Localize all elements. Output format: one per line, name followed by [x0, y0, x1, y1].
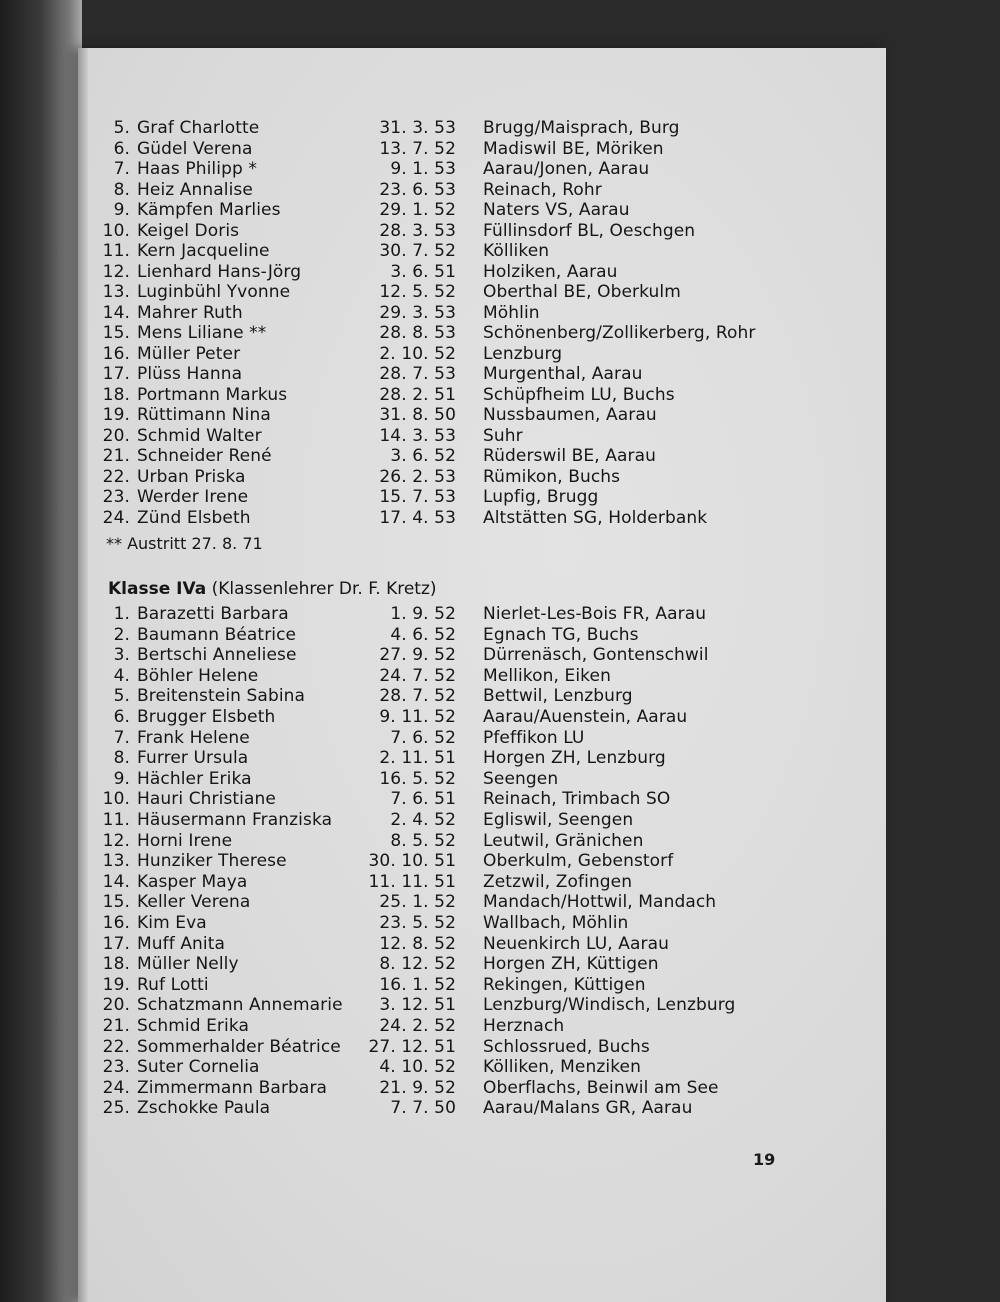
hometown-residence: Schlossrued, Buchs: [483, 1036, 650, 1057]
list-row: [78, 262, 886, 282]
hometown-residence: Horgen ZH, Küttigen: [483, 954, 659, 975]
list-row: [78, 892, 886, 912]
birth-date: 21. 9. 52: [379, 1077, 456, 1098]
birth-date: 30. 7. 52: [379, 241, 456, 261]
student-name: Ruf Lotti: [137, 974, 209, 995]
list-row: [78, 323, 886, 343]
list-row: [78, 789, 886, 809]
row-number: 5.: [113, 118, 130, 138]
row-number: 18.: [102, 384, 130, 405]
list-row: [78, 810, 886, 830]
birth-date: 1. 9. 52: [390, 604, 456, 624]
list-row: [78, 344, 886, 364]
list-row: [78, 180, 886, 200]
hometown-residence: Füllinsdorf BL, Oeschgen: [483, 220, 696, 241]
birth-date: 9. 1. 53: [390, 159, 456, 179]
list-row: [78, 1098, 886, 1118]
birth-date: 17. 4. 53: [379, 507, 456, 528]
hometown-residence: Möhlin: [483, 302, 540, 323]
hometown-residence: Madiswil BE, Möriken: [483, 138, 664, 159]
student-name: Sommerhalder Béatrice: [137, 1036, 341, 1057]
row-number: 24.: [102, 1077, 130, 1098]
student-name: Graf Charlotte: [137, 118, 260, 138]
student-name: Barazetti Barbara: [137, 604, 289, 624]
student-name: Lienhard Hans-Jörg: [137, 261, 302, 282]
student-name: Hunziker Therese: [137, 851, 287, 872]
list-row: [78, 913, 886, 933]
birth-date: 2. 10. 52: [379, 343, 456, 364]
birth-date: 25. 1. 52: [379, 892, 456, 913]
birth-date: 4. 6. 52: [390, 624, 456, 645]
row-number: 21.: [102, 446, 130, 466]
student-name: Furrer Ursula: [137, 748, 249, 769]
row-number: 9.: [113, 768, 130, 789]
row-number: 8.: [113, 748, 130, 769]
student-name: Bertschi Anneliese: [137, 645, 297, 666]
birth-date: 24. 2. 52: [379, 1016, 456, 1036]
student-name: Hauri Christiane: [137, 789, 276, 810]
hometown-residence: Pfeffikon LU: [483, 727, 585, 748]
list-row: [78, 666, 886, 686]
list-row: [78, 831, 886, 851]
birth-date: 8. 12. 52: [379, 954, 456, 975]
hometown-residence: Oberkulm, Gebenstorf: [483, 851, 674, 872]
list-row: [78, 769, 886, 789]
student-name: Güdel Verena: [137, 138, 253, 159]
list-row: [78, 159, 886, 179]
row-number: 23.: [102, 1057, 130, 1078]
row-number: 16.: [102, 913, 130, 933]
list-row: [78, 872, 886, 892]
student-name: Urban Priska: [137, 466, 246, 487]
list-row: [78, 446, 886, 466]
birth-date: 11. 11. 51: [368, 871, 456, 892]
list-row: [78, 200, 886, 220]
hometown-residence: Egliswil, Seengen: [483, 810, 634, 830]
row-number: 20.: [102, 995, 130, 1016]
birth-date: 8. 5. 52: [390, 830, 456, 851]
hometown-residence: Wallbach, Möhlin: [483, 913, 629, 933]
student-name: Häusermann Franziska: [137, 810, 333, 830]
row-number: 17.: [102, 933, 130, 954]
birth-date: 28. 7. 52: [379, 686, 456, 707]
hometown-residence: Horgen ZH, Lenzburg: [483, 748, 666, 769]
student-name: Müller Nelly: [137, 954, 239, 975]
birth-date: 24. 7. 52: [379, 665, 456, 686]
list-row: [78, 625, 886, 645]
birth-date: 30. 10. 51: [368, 851, 456, 872]
hometown-residence: Brugg/Maisprach, Burg: [483, 118, 680, 138]
hometown-residence: Neuenkirch LU, Aarau: [483, 933, 669, 954]
row-number: 10.: [102, 789, 130, 810]
student-name: Rüttimann Nina: [137, 405, 271, 425]
birth-date: 26. 2. 53: [379, 466, 456, 487]
hometown-residence: Kölliken: [483, 241, 550, 261]
hometown-residence: Egnach TG, Buchs: [483, 624, 639, 645]
class-heading-title: Klasse IVa: [108, 579, 207, 599]
hometown-residence: Seengen: [483, 768, 559, 789]
birth-date: 7. 6. 51: [390, 789, 456, 810]
list-row: [78, 241, 886, 261]
student-name: Portmann Markus: [137, 384, 288, 405]
student-name: Muff Anita: [137, 933, 226, 954]
footnote: ** Austritt 27. 8. 71: [106, 534, 263, 553]
list-row: [78, 221, 886, 241]
book-spine-shadow: [0, 0, 82, 1302]
list-row: [78, 686, 886, 706]
row-number: 17.: [102, 364, 130, 384]
hometown-residence: Rümikon, Buchs: [483, 466, 621, 487]
birth-date: 7. 7. 50: [390, 1098, 456, 1119]
list-row: [78, 385, 886, 405]
student-name: Schmid Erika: [137, 1016, 250, 1036]
student-name: Werder Irene: [137, 487, 249, 507]
student-name: Keller Verena: [137, 892, 251, 913]
hometown-residence: Leutwil, Gränichen: [483, 830, 644, 851]
row-number: 25.: [102, 1098, 130, 1119]
row-number: 24.: [102, 507, 130, 528]
list-row: [78, 995, 886, 1015]
birth-date: 29. 1. 52: [379, 200, 456, 220]
student-name: Haas Philipp *: [137, 159, 257, 179]
birth-date: 28. 3. 53: [379, 220, 456, 241]
row-number: 2.: [113, 624, 130, 645]
list-row: [78, 975, 886, 995]
list-row: [78, 645, 886, 665]
row-number: 10.: [102, 220, 130, 241]
birth-date: 16. 5. 52: [379, 768, 456, 789]
hometown-residence: Nierlet-Les-Bois FR, Aarau: [483, 604, 707, 624]
birth-date: 31. 8. 50: [379, 405, 456, 425]
row-number: 19.: [102, 405, 130, 425]
birth-date: 13. 7. 52: [379, 138, 456, 159]
student-name: Müller Peter: [137, 343, 241, 364]
hometown-residence: Aarau/Auenstein, Aarau: [483, 707, 688, 727]
birth-date: 12. 5. 52: [379, 282, 456, 302]
row-number: 14.: [102, 302, 130, 323]
student-name: Baumann Béatrice: [137, 624, 297, 645]
hometown-residence: Mandach/Hottwil, Mandach: [483, 892, 717, 913]
list-row: [78, 364, 886, 384]
student-name: Schmid Walter: [137, 425, 262, 446]
list-row: [78, 1057, 886, 1077]
birth-date: 14. 3. 53: [379, 425, 456, 446]
row-number: 20.: [102, 425, 130, 446]
hometown-residence: Lenzburg/Windisch, Lenzburg: [483, 995, 736, 1016]
student-name: Suter Cornelia: [137, 1057, 260, 1078]
student-name: Zimmermann Barbara: [137, 1077, 328, 1098]
list-row: [78, 303, 886, 323]
birth-date: 2. 4. 52: [390, 810, 456, 830]
hometown-residence: Suhr: [483, 425, 523, 446]
hometown-residence: Aarau/Malans GR, Aarau: [483, 1098, 693, 1119]
student-name: Hächler Erika: [137, 768, 252, 789]
student-name: Kim Eva: [137, 913, 207, 933]
list-row: [78, 604, 886, 624]
hometown-residence: Zetzwil, Zofingen: [483, 871, 633, 892]
hometown-residence: Herznach: [483, 1016, 565, 1036]
student-name: Zünd Elsbeth: [137, 507, 251, 528]
row-number: 13.: [102, 851, 130, 872]
student-name: Horni Irene: [137, 830, 233, 851]
birth-date: 28. 2. 51: [379, 384, 456, 405]
hometown-residence: Rüderswil BE, Aarau: [483, 446, 657, 466]
birth-date: 3. 6. 51: [390, 261, 456, 282]
row-number: 18.: [102, 954, 130, 975]
hometown-residence: Bettwil, Lenzburg: [483, 686, 633, 707]
birth-date: 12. 8. 52: [379, 933, 456, 954]
list-row: [78, 728, 886, 748]
row-number: 3.: [113, 645, 130, 666]
hometown-residence: Schönenberg/Zollikerberg, Rohr: [483, 323, 756, 343]
row-number: 22.: [102, 1036, 130, 1057]
list-row: [78, 851, 886, 871]
birth-date: 27. 12. 51: [368, 1036, 456, 1057]
row-number: 13.: [102, 282, 130, 302]
row-number: 1.: [113, 604, 130, 624]
student-name: Keigel Doris: [137, 220, 240, 241]
hometown-residence: Naters VS, Aarau: [483, 200, 630, 220]
list-row: [78, 118, 886, 138]
birth-date: 4. 10. 52: [379, 1057, 456, 1078]
row-number: 12.: [102, 261, 130, 282]
birth-date: 23. 5. 52: [379, 913, 456, 933]
list-row: [78, 508, 886, 528]
birth-date: 31. 3. 53: [379, 118, 456, 138]
row-number: 11.: [102, 241, 130, 261]
hometown-residence: Oberflachs, Beinwil am See: [483, 1077, 719, 1098]
hometown-residence: Lupfig, Brugg: [483, 487, 599, 507]
student-name: Kämpfen Marlies: [137, 200, 281, 220]
birth-date: 16. 1. 52: [379, 974, 456, 995]
row-number: 23.: [102, 487, 130, 507]
row-number: 7.: [113, 159, 130, 179]
list-row: [78, 954, 886, 974]
student-name: Kasper Maya: [137, 871, 248, 892]
list-row: [78, 1037, 886, 1057]
row-number: 7.: [113, 727, 130, 748]
birth-date: 15. 7. 53: [379, 487, 456, 507]
row-number: 4.: [113, 665, 130, 686]
row-number: 19.: [102, 974, 130, 995]
hometown-residence: Holziken, Aarau: [483, 261, 618, 282]
list-row: [78, 467, 886, 487]
book-page: [78, 48, 886, 1302]
student-name: Schneider René: [137, 446, 272, 466]
list-row: [78, 934, 886, 954]
birth-date: 9. 11. 52: [379, 707, 456, 727]
birth-date: 27. 9. 52: [379, 645, 456, 666]
hometown-residence: Reinach, Trimbach SO: [483, 789, 671, 810]
student-name: Frank Helene: [137, 727, 250, 748]
list-row: [78, 1078, 886, 1098]
birth-date: 23. 6. 53: [379, 179, 456, 200]
student-name: Heiz Annalise: [137, 179, 253, 200]
student-name: Breitenstein Sabina: [137, 686, 306, 707]
row-number: 6.: [113, 707, 130, 727]
row-number: 9.: [113, 200, 130, 220]
birth-date: 28. 7. 53: [379, 364, 456, 384]
row-number: 12.: [102, 830, 130, 851]
student-name: Brugger Elsbeth: [137, 707, 276, 727]
student-name: Zschokke Paula: [137, 1098, 271, 1119]
row-number: 22.: [102, 466, 130, 487]
birth-date: 3. 12. 51: [379, 995, 456, 1016]
hometown-residence: Kölliken, Menziken: [483, 1057, 641, 1078]
page-number: 19: [753, 1150, 776, 1169]
student-name: Luginbühl Yvonne: [137, 282, 291, 302]
hometown-residence: Murgenthal, Aarau: [483, 364, 643, 384]
class-heading-teacher: (Klassenlehrer Dr. F. Kretz): [206, 579, 437, 599]
hometown-residence: Reinach, Rohr: [483, 179, 602, 200]
student-name: Kern Jacqueline: [137, 241, 270, 261]
row-number: 6.: [113, 138, 130, 159]
list-row: [78, 139, 886, 159]
student-name: Mens Liliane **: [137, 323, 267, 343]
hometown-residence: Aarau/Jonen, Aarau: [483, 159, 650, 179]
list-row: [78, 282, 886, 302]
row-number: 8.: [113, 179, 130, 200]
hometown-residence: Mellikon, Eiken: [483, 665, 611, 686]
student-name: Mahrer Ruth: [137, 302, 243, 323]
list-row: [78, 748, 886, 768]
class-heading: [108, 579, 437, 599]
row-number: 15.: [102, 892, 130, 913]
row-number: 21.: [102, 1016, 130, 1036]
row-number: 15.: [102, 323, 130, 343]
hometown-residence: Altstätten SG, Holderbank: [483, 507, 708, 528]
list-row: [78, 707, 886, 727]
student-name: Schatzmann Annemarie: [137, 995, 343, 1016]
row-number: 11.: [102, 810, 130, 830]
birth-date: 2. 11. 51: [379, 748, 456, 769]
list-row: [78, 1016, 886, 1036]
student-name: Böhler Helene: [137, 665, 259, 686]
birth-date: 29. 3. 53: [379, 302, 456, 323]
list-row: [78, 487, 886, 507]
hometown-residence: Oberthal BE, Oberkulm: [483, 282, 681, 302]
row-number: 16.: [102, 343, 130, 364]
birth-date: 7. 6. 52: [390, 727, 456, 748]
row-number: 14.: [102, 871, 130, 892]
student-name: Plüss Hanna: [137, 364, 243, 384]
row-number: 5.: [113, 686, 130, 707]
birth-date: 3. 6. 52: [390, 446, 456, 466]
birth-date: 28. 8. 53: [379, 323, 456, 343]
hometown-residence: Lenzburg: [483, 343, 563, 364]
hometown-residence: Rekingen, Küttigen: [483, 974, 646, 995]
hometown-residence: Nussbaumen, Aarau: [483, 405, 657, 425]
hometown-residence: Schüpfheim LU, Buchs: [483, 384, 675, 405]
hometown-residence: Dürrenäsch, Gontenschwil: [483, 645, 709, 666]
list-row: [78, 426, 886, 446]
list-row: [78, 405, 886, 425]
